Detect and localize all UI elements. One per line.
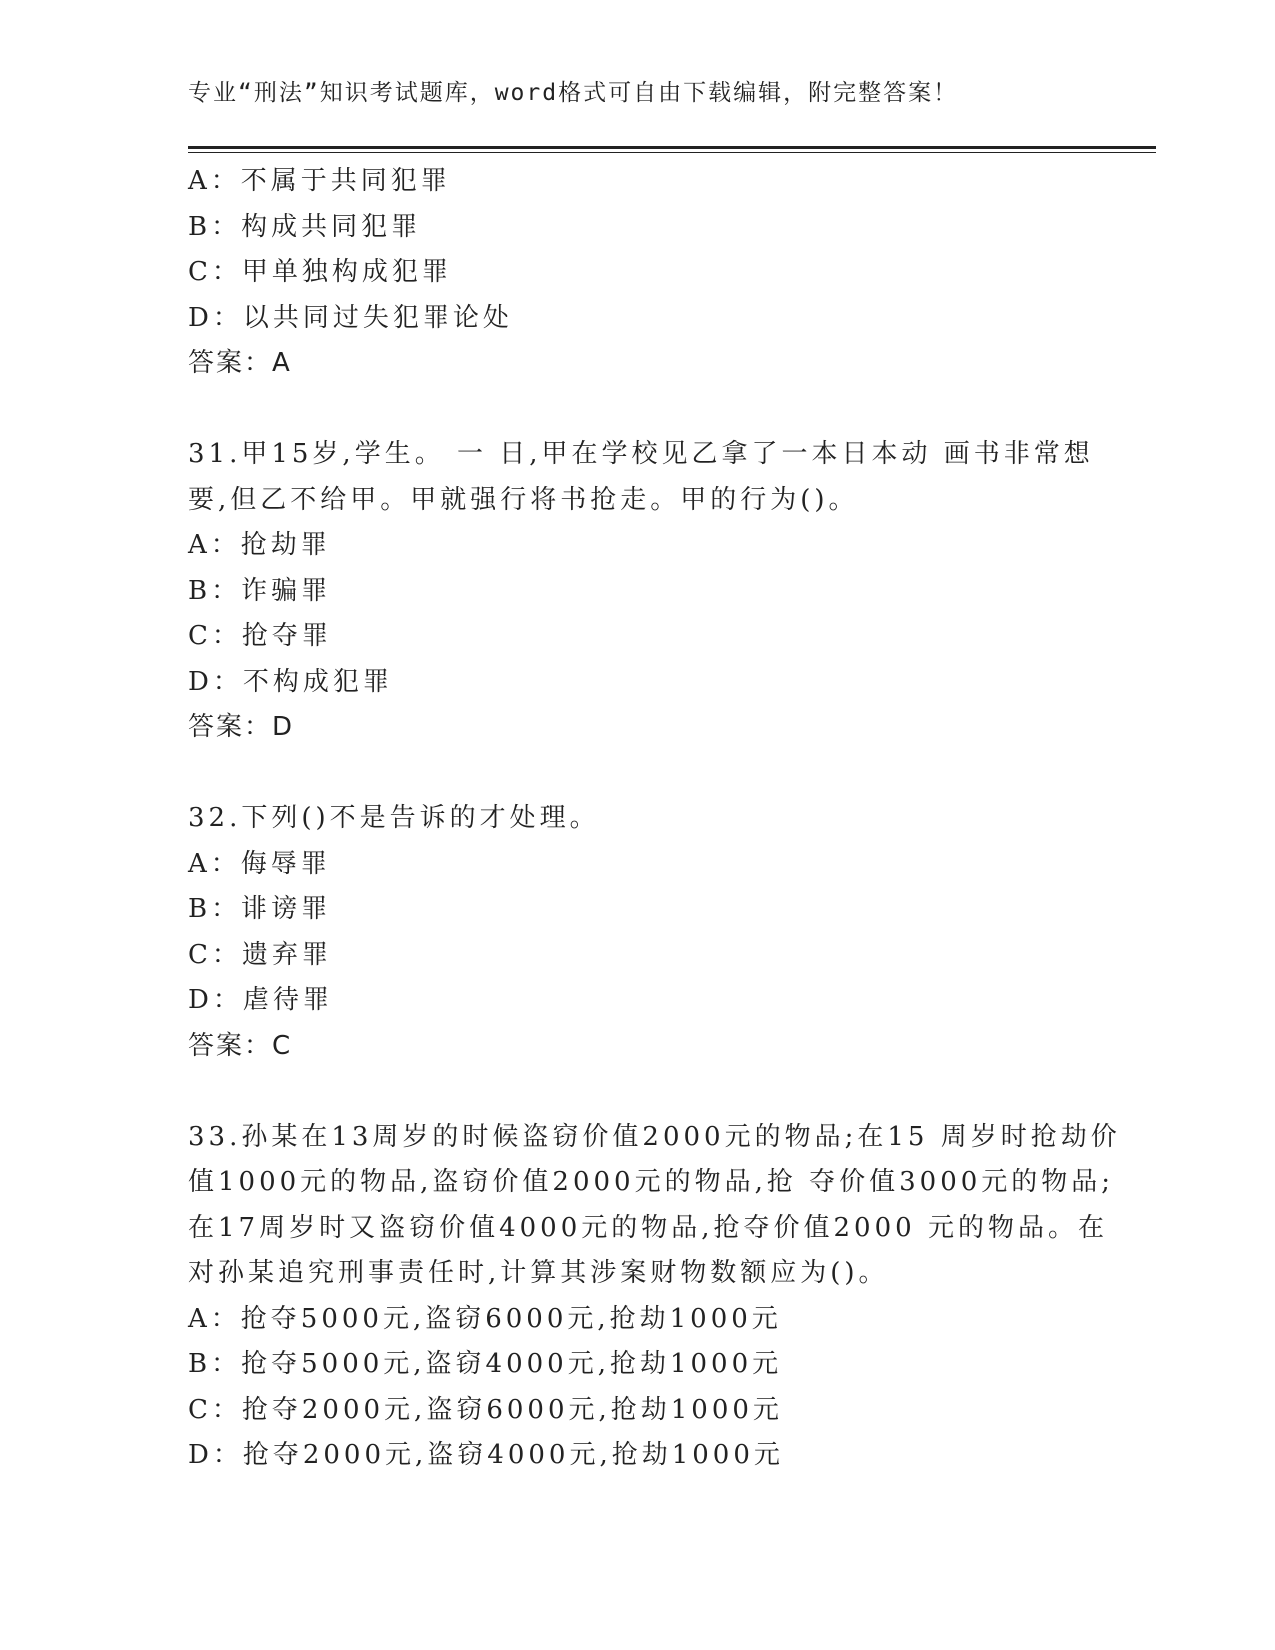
option-a: A：抢夺5000元,盗窃6000元,抢劫1000元 [188,1303,782,1334]
spacer [188,751,1088,797]
question-stem-line: 值1000元的物品,盗窃价值2000元的物品,抢 夺价值3000元的物品; [188,1167,1115,1197]
option-c: C：甲单独构成犯罪 [188,257,452,287]
spacer [188,1069,1088,1115]
option-c: C：抢夺2000元,盗窃6000元,抢劫1000元 [188,1394,783,1425]
option-b: B：抢夺5000元,盗窃4000元,抢劫1000元 [188,1349,783,1379]
option-a: A：不属于共同犯罪 [188,166,451,196]
option-a: A：侮辱罪 [188,848,331,879]
question-stem-line: 对孙某追究刑事责任时,计算其涉案财物数额应为()。 [188,1258,889,1288]
option-b: B：构成共同犯罪 [188,211,422,242]
question-block-30 [188,159,1088,387]
question-block-31 [188,432,1094,751]
answer-line: 答案：D [188,712,295,742]
option-b: B：诈骗罪 [188,575,332,606]
option-c: C：遗弃罪 [188,939,332,970]
option-b: B：诽谤罪 [188,894,332,924]
option-d: D：抢夺2000元,盗窃4000元,抢劫1000元 [188,1440,784,1470]
question-stem-line: 33.孙某在13周岁的时候盗窃价值2000元的物品;在15 周岁时抢劫价 [188,1121,1121,1152]
question-stem-line: 31.甲15岁,学生。 一 日,甲在学校见乙拿了一本日本动 画书非常想 [188,439,1094,469]
option-a: A：抢劫罪 [188,530,331,560]
page-header: 专业“刑法”知识考试题库，word格式可自由下载编辑，附完整答案！ [188,80,959,106]
option-c: C：抢夺罪 [188,621,332,651]
question-stem-line: 在17周岁时又盗窃价值4000元的物品,抢夺价值2000 元的物品。在 [188,1212,1108,1243]
question-stem-line: 要,但乙不给甲。甲就强行将书抢走。甲的行为()。 [188,484,859,515]
spacer [188,387,1088,433]
question-block-32 [188,796,1088,1069]
header-divider [188,146,1156,153]
answer-line: 答案：C [188,1030,293,1061]
question-block-33 [188,1115,1121,1479]
option-d: D：不构成犯罪 [188,666,393,697]
question-list [188,159,1121,1479]
question-stem-line: 32.下列()不是告诉的才处理。 [188,803,600,833]
answer-line: 答案：A [188,348,292,378]
option-d: D：以共同过失犯罪论处 [188,302,513,333]
option-d: D：虐待罪 [188,985,333,1015]
